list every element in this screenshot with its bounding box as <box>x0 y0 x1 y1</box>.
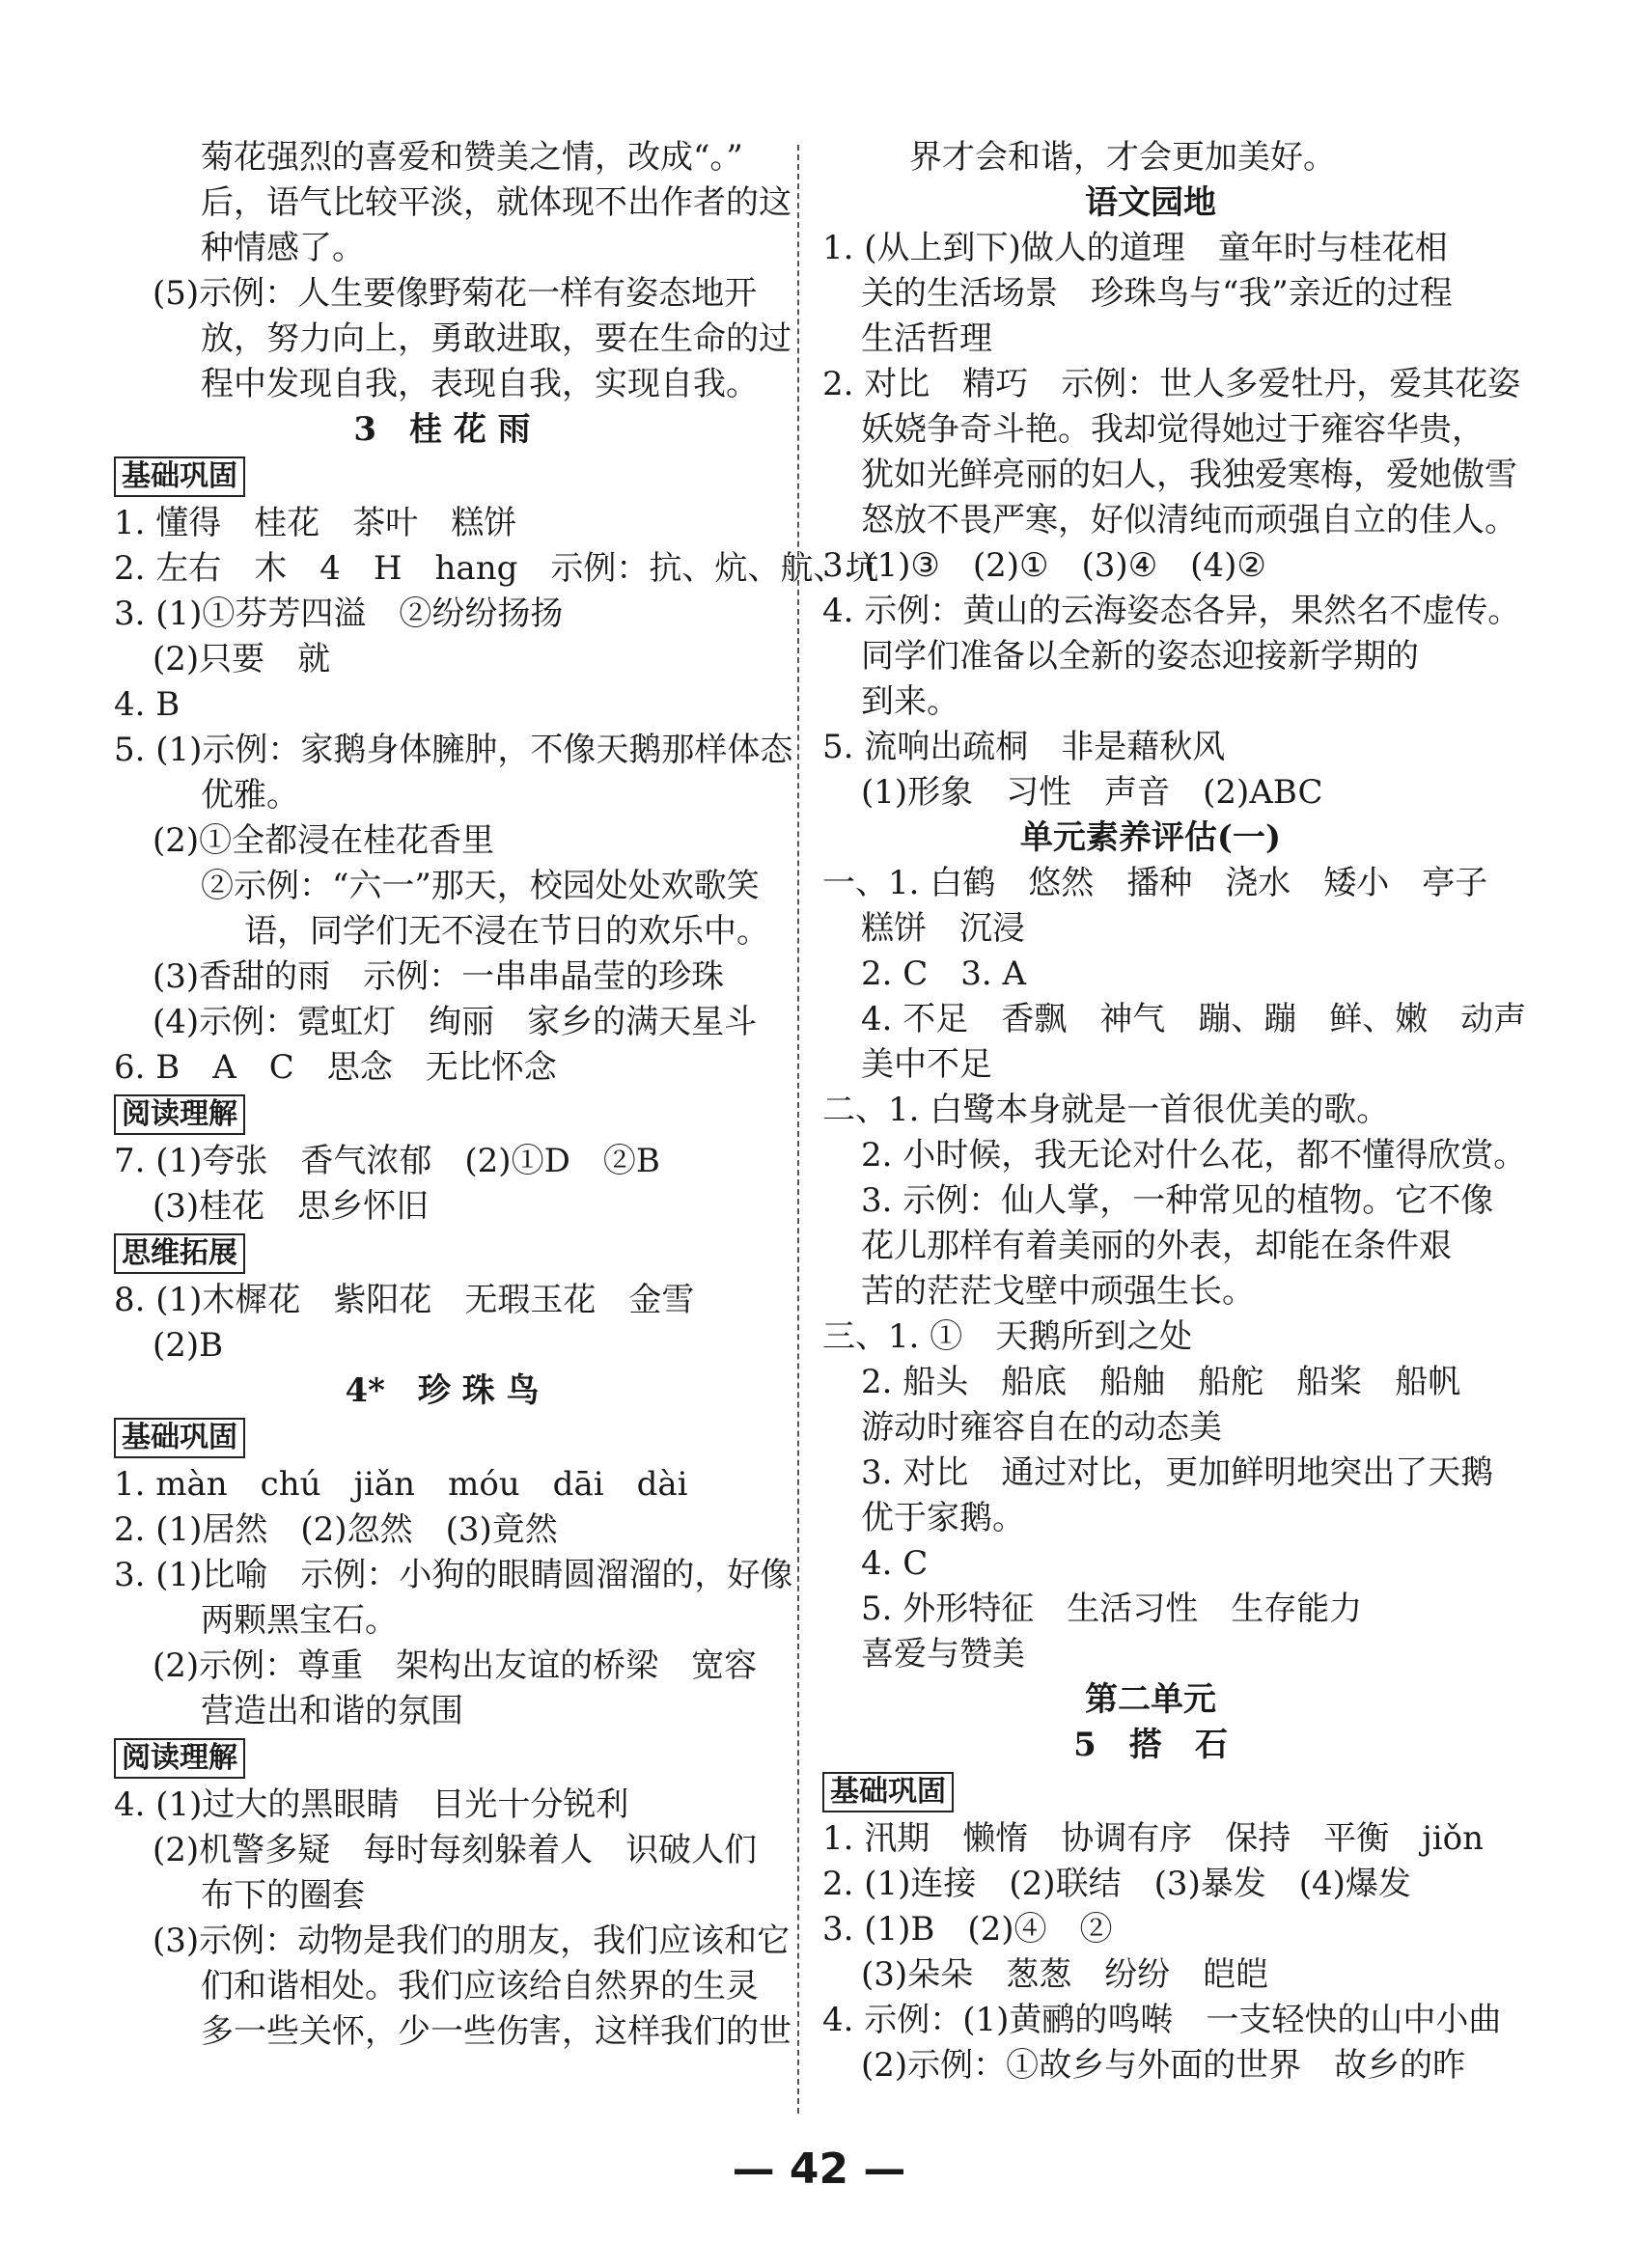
answer-line: 2. (1)居然 (2)忽然 (3)竟然 <box>114 1510 558 1549</box>
answer-line: 6. B A C 思念 无比怀念 <box>114 1048 557 1087</box>
answer-line: (2)机警多疑 每时每刻躲着人 识破人们 <box>153 1831 758 1869</box>
section-heading: 5 搭 石 <box>1073 1726 1228 1764</box>
answer-line: 7. (1)夸张 香气浓郁 (2)①D ②B <box>114 1142 660 1180</box>
answer-line: (2)示例：①故乡与外面的世界 故乡的昨 <box>861 2046 1466 2085</box>
answer-line: (5)示例：人生要像野菊花一样有姿态地开 <box>153 274 758 313</box>
answer-line: 苦的茫茫戈壁中顽强生长。 <box>861 1272 1255 1311</box>
answer-line: 们和谐相处。我们应该给自然界的生灵 <box>201 1967 759 2005</box>
right-column <box>822 135 1527 2088</box>
answer-line: 优于家鹅。 <box>861 1499 1025 1537</box>
answer-line: (3)示例：动物是我们的朋友，我们应该和它 <box>153 1922 791 1960</box>
answer-line: 布下的圈套 <box>201 1876 365 1915</box>
answer-line: (1)形象 习性 声音 (2)ABC <box>861 773 1323 812</box>
section-label-row <box>114 453 770 501</box>
answer-line: 糕饼 沉浸 <box>861 909 1025 948</box>
answer-line: 二、1. 白鹭本身就是一首很优美的歌。 <box>822 1091 1390 1129</box>
answer-line: 怒放不畏严寒，好似清纯而顽强自立的佳人。 <box>861 501 1517 539</box>
answer-line: (3)桂花 思乡怀旧 <box>153 1187 430 1226</box>
answer-line: 营造出和谐的氛围 <box>201 1692 463 1730</box>
answer-line: 菊花强烈的喜爱和赞美之情，改成“。” <box>201 138 743 177</box>
answer-line: 5. 流响出疏桐 非是藉秋风 <box>822 728 1226 766</box>
answer-line: 喜爱与赞美 <box>861 1635 1025 1673</box>
answer-line: 4. (1)过大的黑眼睛 目光十分锐利 <box>114 1785 629 1824</box>
answer-line: 优雅。 <box>201 776 299 815</box>
answer-line: 4. C <box>861 1544 929 1583</box>
answer-line: (2)只要 就 <box>153 640 331 678</box>
section-heading: 3 桂 花 雨 <box>353 410 531 449</box>
answer-line: 2. 对比 精巧 示例：世人多爱牡丹，爱其花姿 <box>822 365 1521 403</box>
section-label-row <box>114 1414 770 1462</box>
section-label-row <box>114 1734 770 1783</box>
section-label: 基础巩固 <box>114 456 245 497</box>
answer-line: 2. (1)连接 (2)联结 (3)暴发 (4)爆发 <box>822 1865 1411 1903</box>
answer-line: 2. 小时候，我无论对什么花，都不懂得欣赏。 <box>861 1136 1527 1175</box>
answer-line: 3. 示例：仙人掌，一种常见的植物。它不像 <box>861 1181 1494 1220</box>
answer-line: 1. 汛期 懒惰 协调有序 保持 平衡 jiǒn <box>822 1819 1485 1858</box>
answer-line: 三、1. ① 天鹅所到之处 <box>822 1317 1193 1356</box>
answer-line: 1. màn chú jiǎn móu dāi dài <box>114 1465 688 1504</box>
answer-line: (4)示例：霓虹灯 绚丽 家乡的满天星斗 <box>153 1003 758 1041</box>
answer-line: 3. (1)比喻 示例：小狗的眼睛圆溜溜的，好像 <box>114 1556 793 1594</box>
answer-line: 2. C 3. A <box>861 954 1027 993</box>
section-label: 思维拓展 <box>114 1233 245 1274</box>
answer-line: 1. (从上到下)做人的道理 童年时与桂花相 <box>822 229 1448 267</box>
answer-line: 生活哲理 <box>861 319 992 358</box>
left-column <box>114 135 879 2055</box>
answer-line: 程中发现自我，表现自我，实现自我。 <box>201 365 759 403</box>
answer-line: 2. 船头 船底 船舳 船舵 船桨 船帆 <box>861 1363 1461 1401</box>
section-label-row <box>114 1230 770 1278</box>
answer-line: (2)示例：尊重 架构出友谊的桥梁 宽容 <box>153 1646 758 1685</box>
answer-line: 同学们准备以全新的姿态迎接新学期的 <box>861 637 1419 676</box>
section-label: 阅读理解 <box>114 1738 245 1779</box>
answer-line: 4. 不足 香飘 神气 蹦、蹦 鲜、嫩 动声 <box>861 1000 1527 1038</box>
answer-line: 8. (1)木樨花 紫阳花 无瑕玉花 金雪 <box>114 1281 695 1319</box>
answer-line: 3. 对比 通过对比，更加鲜明地突出了天鹅 <box>861 1453 1494 1492</box>
answer-line: 3. (1)③ (2)① (3)④ (4)② <box>822 546 1266 585</box>
answer-line: 5. (1)示例：家鹅身体臃肿，不像天鹅那样体态 <box>114 731 793 769</box>
section-label-row <box>822 1768 1479 1816</box>
page-number: — 42 — <box>732 2144 906 2194</box>
answer-line: 多一些关怀，少一些伤害，这样我们的世 <box>201 2012 791 2051</box>
answer-line: 关的生活场景 珍珠鸟与“我”亲近的过程 <box>861 274 1453 313</box>
section-heading: 第二单元 <box>1085 1680 1216 1719</box>
column-divider <box>797 145 799 2114</box>
answer-line: 种情感了。 <box>201 229 365 267</box>
section-label: 基础巩固 <box>114 1418 245 1458</box>
answer-line: 1. 懂得 桂花 茶叶 糕饼 <box>114 504 517 542</box>
answer-line: 妖娆争奇斗艳。我却觉得她过于雍容华贵， <box>861 410 1485 449</box>
answer-line: 犹如光鲜亮丽的妇人，我独爱寒梅，爱她傲雪 <box>861 456 1517 494</box>
answer-line: 4. 示例：(1)黄鹂的鸣啭 一支轻快的山中小曲 <box>822 2001 1502 2039</box>
section-label-row <box>114 1091 770 1139</box>
answer-line: 4. 示例：黄山的云海姿态各异，果然名不虚传。 <box>822 592 1521 630</box>
section-label: 基础巩固 <box>822 1772 954 1812</box>
answer-line: 花儿那样有着美丽的外表，却能在条件艰 <box>861 1227 1452 1265</box>
answer-line: 语，同学们无不浸在节日的欢乐中。 <box>244 912 769 951</box>
answer-line: 2. 左右 木 4 H hang 示例：抗、炕、航、坑 <box>114 549 879 588</box>
answer-line: 美中不足 <box>861 1045 992 1084</box>
answer-line: 后，语气比较平淡，就体现不出作者的这 <box>201 183 791 222</box>
answer-line: 游动时雍容自在的动态美 <box>861 1408 1222 1447</box>
answer-line: (3)香甜的雨 示例：一串串晶莹的珍珠 <box>153 957 725 996</box>
answer-line: 界才会和谐，才会更加美好。 <box>909 138 1336 177</box>
section-heading: 语文园地 <box>1085 183 1216 222</box>
answer-line: 两颗黑宝石。 <box>201 1601 398 1640</box>
answer-line: (2)B <box>153 1326 224 1365</box>
section-label: 阅读理解 <box>114 1094 245 1135</box>
answer-line: (2)①全都浸在桂花香里 <box>153 821 495 860</box>
section-heading: 单元素养评估(一) <box>1019 818 1282 857</box>
answer-line: 5. 外形特征 生活习性 生存能力 <box>861 1590 1363 1628</box>
answer-line: 3. (1)①芬芳四溢 ②纷纷扬扬 <box>114 595 564 633</box>
answer-line: 3. (1)B (2)④ ② <box>822 1910 1113 1949</box>
answer-line: 4. B <box>114 685 180 724</box>
answer-line: 放，努力向上，勇敢进取，要在生命的过 <box>201 319 791 358</box>
answer-line: ②示例：“六一”那天，校园处处欢歌笑 <box>201 867 760 905</box>
answer-line: 一、1. 白鹤 悠然 播种 浇水 矮小 亭子 <box>822 864 1488 902</box>
section-heading: 4* 珍 珠 鸟 <box>345 1371 540 1410</box>
answer-line: 到来。 <box>861 682 959 721</box>
answer-line: (3)朵朵 葱葱 纷纷 皑皑 <box>861 1955 1269 1994</box>
